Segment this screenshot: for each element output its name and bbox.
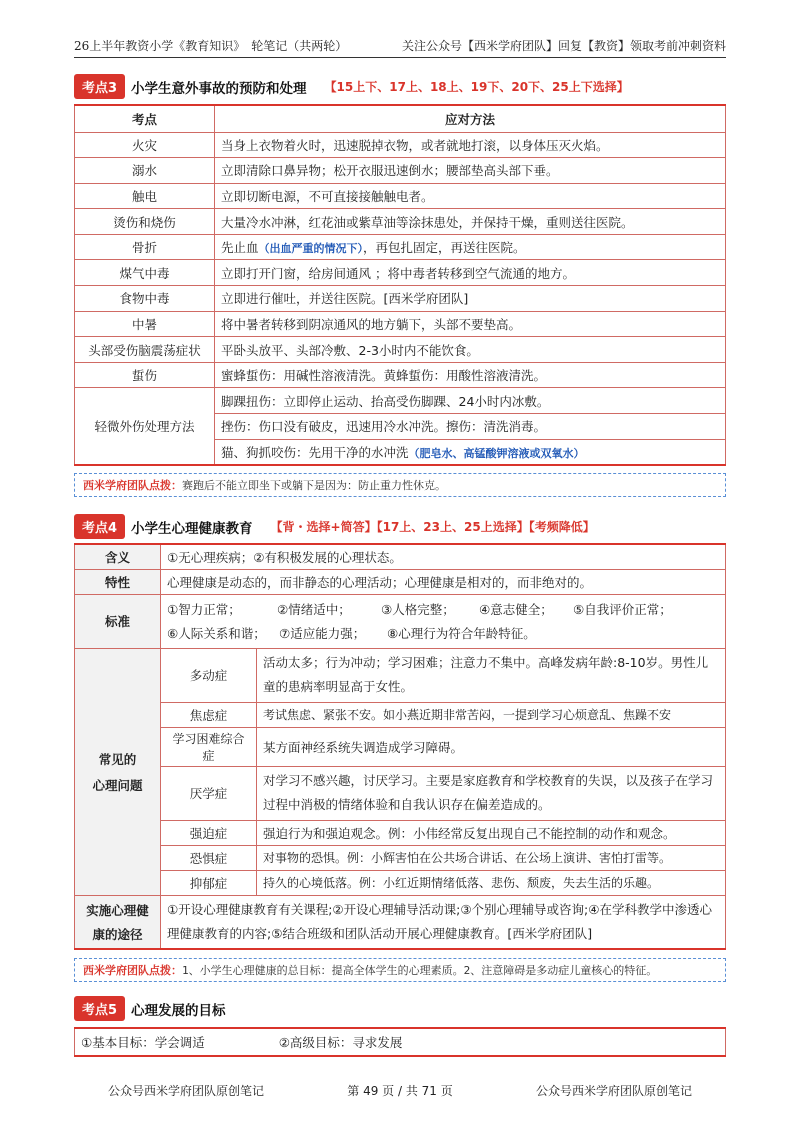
accident-method: 立即切断电源，不可直接接触触电者。 — [215, 183, 726, 209]
standard-item: ⑦适应能力强； — [279, 626, 366, 641]
problem-name: 学习困难综合症 — [161, 727, 257, 766]
header-right: 关注公众号【西米学府团队】回复【教资】领取考前冲刺资料 — [401, 39, 726, 53]
standard-row — [167, 600, 719, 618]
standard-label: 标准 — [75, 594, 161, 648]
section5-heading — [74, 996, 726, 1021]
table-row — [75, 132, 726, 158]
fracture-note: （出血严重的情况下） — [258, 242, 364, 256]
accident-method: 立即清除口鼻异物；松开衣服迅速倒水；腰部垫高头部下垂。 — [215, 158, 726, 184]
problem-name: 多动症 — [161, 648, 257, 702]
problems-label-line: 常见的 — [98, 751, 137, 767]
accident-method: 当身上衣物着火时，迅速脱掉衣物，或者就地打滚，以身体压灭火焰。 — [215, 132, 726, 158]
standard-item: ①智力正常； — [167, 602, 241, 617]
section4-heading — [74, 514, 726, 539]
accident-name: 溺水 — [75, 158, 215, 184]
accident-method: 挫伤：伤口没有破皮，迅速用冷水冲洗。擦伤：清洗消毒。 — [215, 414, 726, 440]
footer-left: 公众号西米学府团队原创笔记 — [108, 1084, 265, 1098]
section3-badge: 考点3 — [74, 74, 125, 99]
fracture-method-after: ，再包扎固定，再送往医院。 — [363, 240, 526, 256]
problem-desc: 持久的心境低落。例：小红近期情绪低落、悲伤、颓废，失去生活的乐趣。 — [257, 870, 726, 895]
problem-name: 恐惧症 — [161, 845, 257, 870]
page-header — [74, 34, 726, 58]
section5-title: 心理发展的目标 — [131, 1002, 226, 1019]
section3-title: 小学生意外事故的预防和处理 — [131, 80, 307, 97]
accident-method — [215, 439, 726, 465]
standard-item: ⑥人际关系和谐； — [167, 626, 266, 641]
problem-desc: 考试焦虑、紧张不安。如小燕近期非常苦闷，一提到学习心烦意乱、焦躁不安 — [257, 702, 726, 727]
path-label-line: 实施心理健 — [86, 902, 149, 918]
table-row — [75, 544, 726, 569]
tip-label: 西米学府团队点拨： — [83, 479, 182, 492]
accident-name: 骨折 — [75, 234, 215, 260]
accident-method: 平卧头放平、头部冷敷、2-3小时内不能饮食。 — [215, 337, 726, 363]
accident-method: 蜜蜂蜇伤：用碱性溶液清洗。黄蜂蜇伤：用酸性溶液清洗。 — [215, 362, 726, 388]
path-label-line: 康的途径 — [92, 926, 143, 942]
table-row — [75, 766, 726, 820]
standard-item: ⑤自我评价正常； — [573, 602, 672, 617]
page-number: 第 49 页 / 共 71 页 — [347, 1084, 453, 1098]
accident-method: 立即进行催吐，并送往医院。[西米学府团队] — [215, 286, 726, 312]
section5-badge: 考点5 — [74, 996, 125, 1021]
trait-text: 心理健康是动态的，而非静态的心理活动；心理健康是相对的，而非绝对的。 — [161, 569, 726, 594]
table-row — [75, 311, 726, 337]
accident-header-row — [75, 105, 726, 132]
table-row — [75, 702, 726, 727]
table-row — [75, 260, 726, 286]
accident-method: 大量冷水冲淋，红花油或紫草油等涂抹患处，并保持干燥，重则送往医院。 — [215, 209, 726, 235]
table-row — [75, 234, 726, 260]
table-row — [75, 727, 726, 766]
accident-name: 中暑 — [75, 311, 215, 337]
bite-note: （肥皂水、高锰酸钾溶液或双氧水） — [408, 446, 585, 460]
table-row — [75, 388, 726, 414]
goal-cell — [75, 1028, 726, 1056]
problem-desc: 对事物的恐惧。例：小辉害怕在公共场合讲话、在公场上演讲、害怕打雷等。 — [257, 845, 726, 870]
accident-table — [74, 104, 726, 466]
section4-badge: 考点4 — [74, 514, 125, 539]
development-goal-table — [74, 1027, 726, 1057]
standard-list — [161, 594, 726, 648]
accident-method: 脚踝扭伤：立即停止运动、抬高受伤脚踝、24小时内冰敷。 — [215, 388, 726, 414]
tip-text: 1、小学生心理健康的总目标：提高全体学生的心理素质。2、注意障碍是多动症儿童核心的特征。 — [182, 964, 658, 977]
fracture-method: 先止血 — [221, 240, 259, 256]
meaning-text: ①无心理疾病；②有积极发展的心理状态。 — [161, 544, 726, 569]
accident-name: 煤气中毒 — [75, 260, 215, 286]
section4-tag: 【背・选择+简答】【17上、23上、25上选择】【考频降低】 — [270, 520, 595, 534]
standard-item: ④意志健全； — [479, 602, 553, 617]
problem-desc: 强迫行为和强迫观念。例：小伟经常反复出现自己不能控制的动作和观念。 — [257, 820, 726, 845]
problem-desc: 活动太多；行为冲动；学习困难；注意力不集中。高峰发病年龄:8-10岁。男性儿童的患病率明显高于女性。 — [257, 648, 726, 702]
accident-name: 火灾 — [75, 132, 215, 158]
minor-injury-label: 轻微外伤处理方法 — [75, 388, 215, 465]
accident-name: 食物中毒 — [75, 286, 215, 312]
section3-tag: 【15上下、17上、18上、19下、20下、25上下选择】 — [324, 80, 629, 94]
accident-method — [215, 234, 726, 260]
accident-name: 烫伤和烧伤 — [75, 209, 215, 235]
standard-item: ③人格完整； — [381, 602, 455, 617]
footer-right: 公众号西米学府团队原创笔记 — [535, 1084, 692, 1098]
table-row — [75, 337, 726, 363]
table-row — [75, 286, 726, 312]
accident-col-method: 应对方法 — [215, 105, 726, 132]
meaning-label: 含义 — [75, 544, 161, 569]
path-label — [75, 895, 161, 949]
accident-method: 立即打开门窗，给房间通风 ；将中毒者转移到空气流通的地方。 — [215, 260, 726, 286]
bite-method: 猫、狗抓咬伤：先用干净的水冲洗 — [221, 444, 409, 460]
table-row — [75, 845, 726, 870]
accident-name: 蜇伤 — [75, 362, 215, 388]
table-row — [75, 362, 726, 388]
table-row — [75, 183, 726, 209]
mental-health-table — [74, 543, 726, 950]
path-text: ①开设心理健康教育有关课程;②开设心理辅导活动课;③个别心理辅导或咨询;④在学科教学中渗透心理健康教育的内容;⑤结合班级和团队活动开展心理健康教育。[西米学府团队] — [161, 895, 726, 949]
section4-tip — [74, 958, 726, 982]
table-row — [75, 209, 726, 235]
standard-item: ②情绪适中； — [277, 602, 351, 617]
tip-text: 赛跑后不能立即坐下或躺下是因为：防止重力性休克。 — [182, 479, 446, 492]
header-left: 26上半年教资小学《教育知识》 轮笔记（共两轮） — [74, 39, 348, 53]
problem-name: 强迫症 — [161, 820, 257, 845]
problem-desc: 对学习不感兴趣，讨厌学习。主要是家庭教育和学校教育的失误，以及孩子在学习过程中消极的情绪体验和自我认识存在偏差造成的。 — [257, 766, 726, 820]
goal-basic: ①基本目标：学会调适 — [81, 1035, 205, 1050]
section3-heading — [74, 74, 726, 99]
problem-desc: 某方面神经系统失调造成学习障碍。 — [257, 727, 726, 766]
trait-label: 特性 — [75, 569, 161, 594]
table-row — [75, 648, 726, 702]
table-row — [75, 1028, 726, 1056]
accident-name: 触电 — [75, 183, 215, 209]
problem-name: 抑郁症 — [161, 870, 257, 895]
page-footer — [108, 1082, 692, 1099]
table-row — [75, 158, 726, 184]
table-row — [75, 569, 726, 594]
problem-name: 焦虑症 — [161, 702, 257, 727]
problem-name: 厌学症 — [161, 766, 257, 820]
problems-label — [75, 648, 161, 895]
section4-title: 小学生心理健康教育 — [131, 520, 253, 537]
table-row — [75, 594, 726, 648]
accident-method: 将中暑者转移到阴凉通风的地方躺下，头部不要垫高。 — [215, 311, 726, 337]
table-row — [75, 820, 726, 845]
table-row — [75, 895, 726, 949]
table-row — [75, 870, 726, 895]
standard-row — [167, 624, 719, 642]
accident-name: 头部受伤脑震荡症状 — [75, 337, 215, 363]
problems-label-line: 心理问题 — [92, 777, 143, 793]
goal-advanced: ②高级目标：寻求发展 — [278, 1035, 403, 1050]
section3-tip — [74, 473, 726, 497]
standard-item: ⑧心理行为符合年龄特征。 — [387, 626, 536, 641]
tip-label: 西米学府团队点拨： — [83, 964, 182, 977]
accident-col-point: 考点 — [75, 105, 215, 132]
